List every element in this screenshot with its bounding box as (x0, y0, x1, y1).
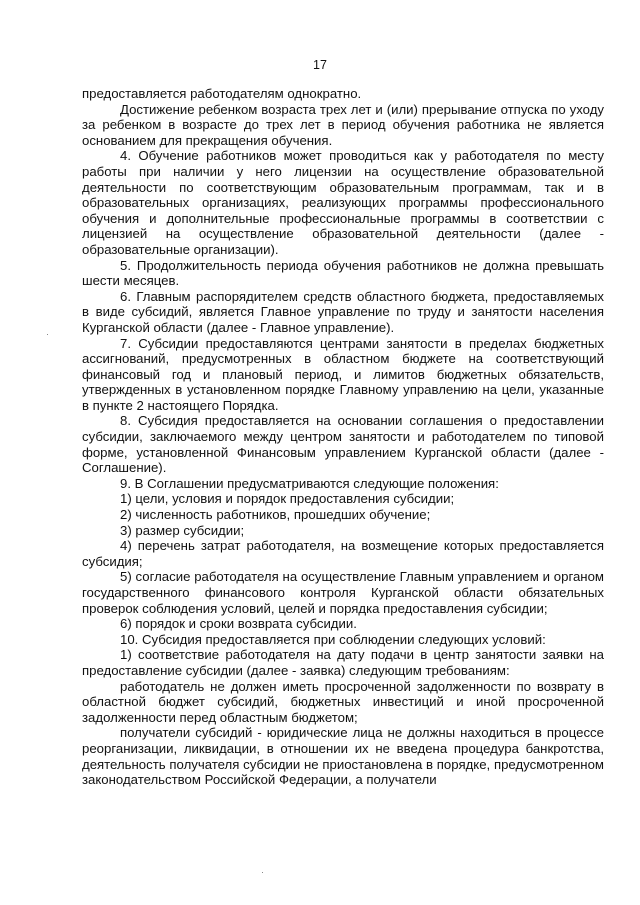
scan-speck (262, 872, 263, 873)
paragraph: 6. Главным распорядителем средств областного бюджета, предоставляемых в виде субсидий, является Главное управление по труду и занятости населения Курганской области (далее - Главное управление). (82, 288, 604, 335)
paragraph: 1) цели, условия и порядок предоставления субсидии; (120, 491, 455, 507)
paragraph: 9. В Соглашении предусматриваются следующие положения: (120, 475, 499, 491)
paragraph: 4) перечень затрат работодателя, на возмещение которых предоставляется субсидия; (82, 538, 604, 569)
paragraph: работодатель не должен иметь просроченной задолженности по возврату в областной бюджет субсидий, бюджетных инвестиций и иной просроченной задолженности перед областным бюджетом; (82, 678, 604, 725)
paragraph: 5. Продолжительность периода обучения работников не должна превышать шести месяцев. (82, 257, 604, 289)
page-number: 17 (313, 58, 327, 72)
paragraph: 3) размер субсидии; (120, 522, 245, 538)
paragraph: 4. Обучение работников может проводиться как у работодателя по месту работы при наличии у него лицензии на осуществление образовательной деятельности по соответствующим образовательным программам, так и в образовательных организациях, реализующих программы профессионального обучения и дополнительные профессиональные программы в соответствии с лицензией на осуществление образовательной деятельности (далее - образовательные организации). (82, 148, 604, 257)
paragraph: 2) численность работников, прошедших обучение; (120, 507, 431, 523)
paragraph: предоставляется работодателям однократно. (82, 86, 362, 101)
document-body (82, 86, 604, 788)
paragraph: 5) согласие работодателя на осуществление Главным управлением и органом государственного финансового контроля Курганской области обязательных проверок соблюдения условий, целей и порядка предоставления субсидии; (82, 569, 604, 616)
scan-speck (47, 334, 48, 335)
paragraph: 1) соответствие работодателя на дату подачи в центр занятости заявки на предоставление субсидии (далее - заявка) следующим требованиям: (82, 647, 604, 678)
paragraph: Достижение ребенком возраста трех лет и (или) прерывание отпуска по уходу за ребенком в возрасте до трех лет в период обучения работника не является основанием для прекращения обучения. (82, 101, 604, 148)
paragraph: 6) порядок и сроки возврата субсидии. (120, 616, 357, 632)
paragraph: 7. Субсидии предоставляются центрами занятости в пределах бюджетных ассигнований, предусмотренных в областном бюджете на соответствующий финансовый год и плановый период, и лимитов бюджетных обязательств, утвержденных в установленном порядке Главному управлению на цели, указанные в пункте 2 настоящего Порядка. (82, 335, 604, 413)
paragraph: получатели субсидий - юридические лица не должны находиться в процессе реорганизации, ликвидации, в отношении их не введена процедура банкротства, деятельность получателя субсидии не приостановлена в порядке, предусмотренном законодательством Российской Федерации, а получатели (82, 725, 604, 788)
paragraph: 8. Субсидия предоставляется на основании соглашения о предоставлении субсидии, заключаемого между центром занятости и работодателем по типовой форме, установленной Финансовым управлением Курганской области (далее - Соглашение). (82, 413, 604, 476)
paragraph: 10. Субсидия предоставляется при соблюдении следующих условий: (120, 631, 546, 647)
